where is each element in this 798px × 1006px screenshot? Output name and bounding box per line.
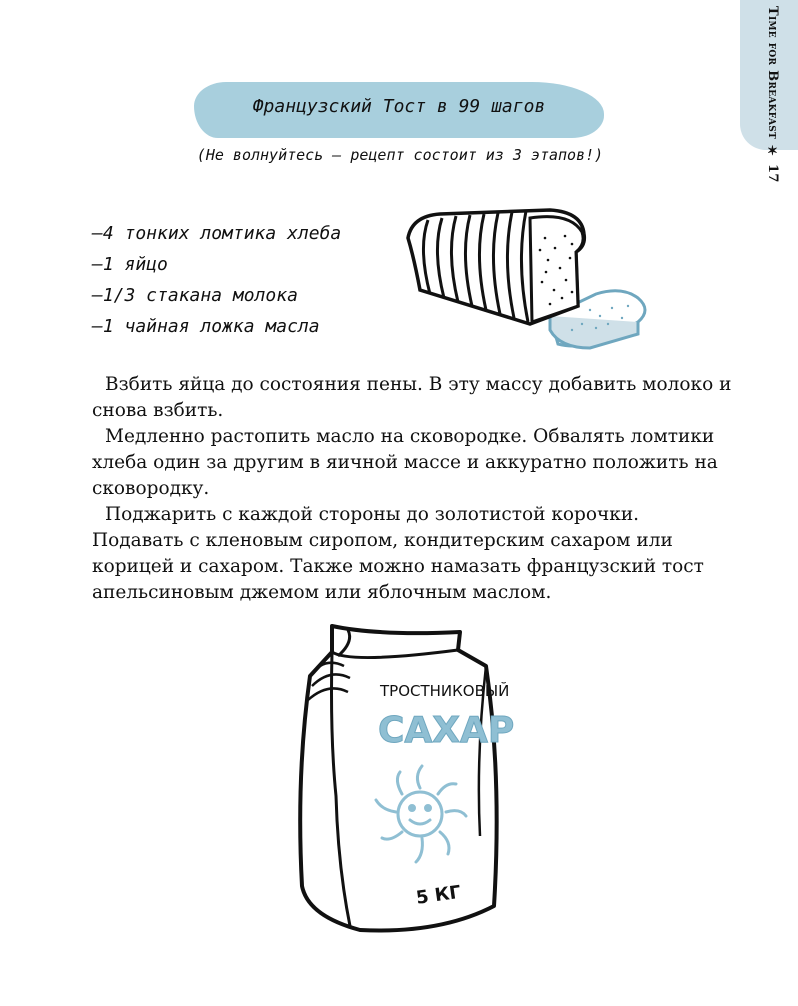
ingredient-item: –1 чайная ложка масла [92,316,320,337]
ingredient-item: –4 тонких ломтика хлеба [92,223,342,244]
ingredient-item: –1/3 стакана молока [92,285,298,306]
ingredient-item: –1 яйцо [92,254,168,275]
ingredients-list [92,218,341,342]
sugar-bag-label-line2: САХАР [378,710,515,751]
sugar-bag-label-line1: ТРОСТНИКОВЫЙ [380,682,510,700]
recipe-instructions [92,372,732,606]
recipe-title: Французский Тост в 99 шагов [252,96,546,117]
instruction-paragraph: Медленно растопить масло на сковородке. Обвалять ломтики хлеба один за другим в яичной массе и аккуратно положить на сковородку. [92,426,718,499]
running-header: Time for Breakfast ✶ 17 [765,6,780,183]
recipe-subtitle: (Не волнуйтесь — рецепт состоит из 3 этапов!) [196,146,604,164]
sugar-bag-icon [290,616,520,946]
bread-loaf-icon [400,198,660,358]
instruction-paragraph: Поджарить с каждой стороны до золотистой корочки. Подавать с кленовым сиропом, кондитерским сахаром или корицей и сахаром. Также можно намазать французский тост апельсиновым джемом или яблочным маслом. [92,504,704,603]
instruction-paragraph: Взбить яйца до состояния пены. В эту массу добавить молоко и снова взбить. [92,374,732,421]
sugar-bag-weight: 5 КГ [414,881,463,909]
